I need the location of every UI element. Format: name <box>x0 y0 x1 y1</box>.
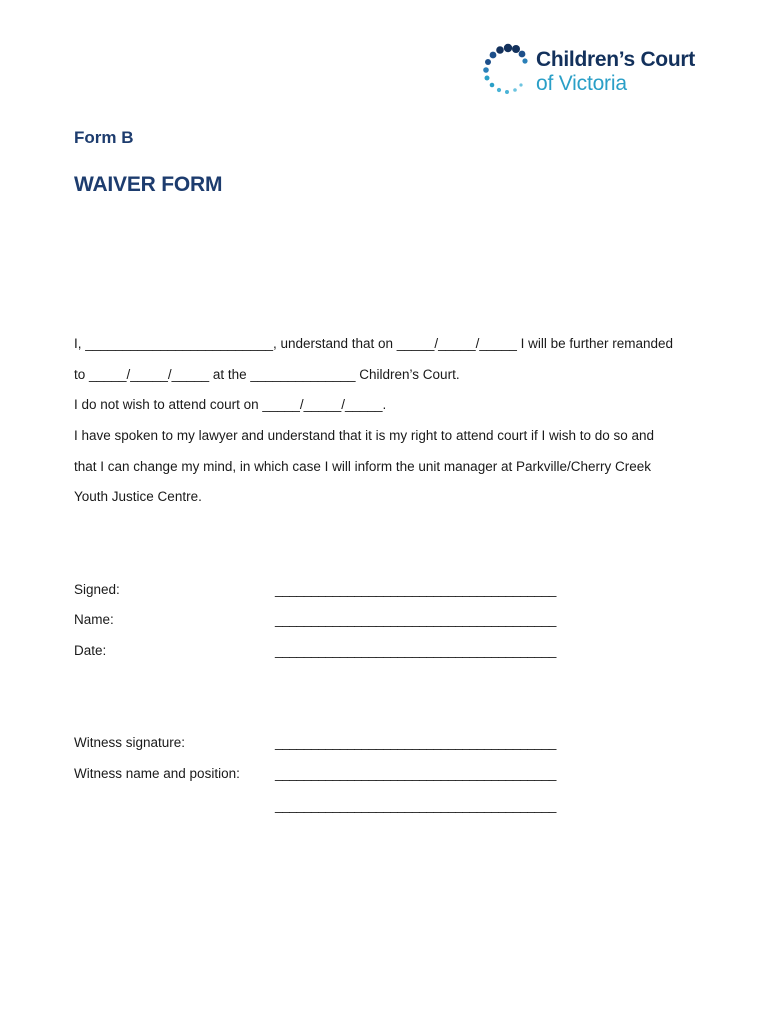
date-label: Date: <box>74 643 107 658</box>
name-label: Name: <box>74 612 114 627</box>
change-mind-line: that I can change my mind, in which case I will inform the unit manager at Parkville/Cherry Creek <box>74 459 651 474</box>
logo-mark-icon <box>478 42 534 98</box>
childrens-court-logo <box>478 42 718 98</box>
page-title: WAIVER FORM <box>74 173 223 196</box>
witness-position-field[interactable]: _______________________________________ <box>275 798 557 813</box>
form-label: Form B <box>74 128 134 147</box>
remand-statement-line: I, _________________________, understand that on _____/_____/_____ I will be further remanded <box>74 336 673 351</box>
logo-text-line2: of Victoria <box>536 72 627 95</box>
name-field[interactable]: _______________________________________ <box>275 612 557 627</box>
witness-signature-label: Witness signature: <box>74 735 186 750</box>
witness-name-label: Witness name and position: <box>74 766 240 781</box>
logo-text-line1: Children’s Court <box>536 48 695 71</box>
centre-name-line: Youth Justice Centre. <box>74 489 202 504</box>
date-field[interactable]: _______________________________________ <box>275 643 557 658</box>
remand-location-line: to _____/_____/_____ at the ______________ Children’s Court. <box>74 367 460 382</box>
witness-signature-field[interactable]: _______________________________________ <box>275 735 557 750</box>
attendance-waiver-line: I do not wish to attend court on _____/_____/_____. <box>74 397 387 412</box>
lawyer-statement-line: I have spoken to my lawyer and understand that it is my right to attend court if I wish to do so and <box>74 428 655 443</box>
signed-field[interactable]: _______________________________________ <box>275 582 557 597</box>
signed-label: Signed: <box>74 582 120 597</box>
witness-name-field[interactable]: _______________________________________ <box>275 766 557 781</box>
